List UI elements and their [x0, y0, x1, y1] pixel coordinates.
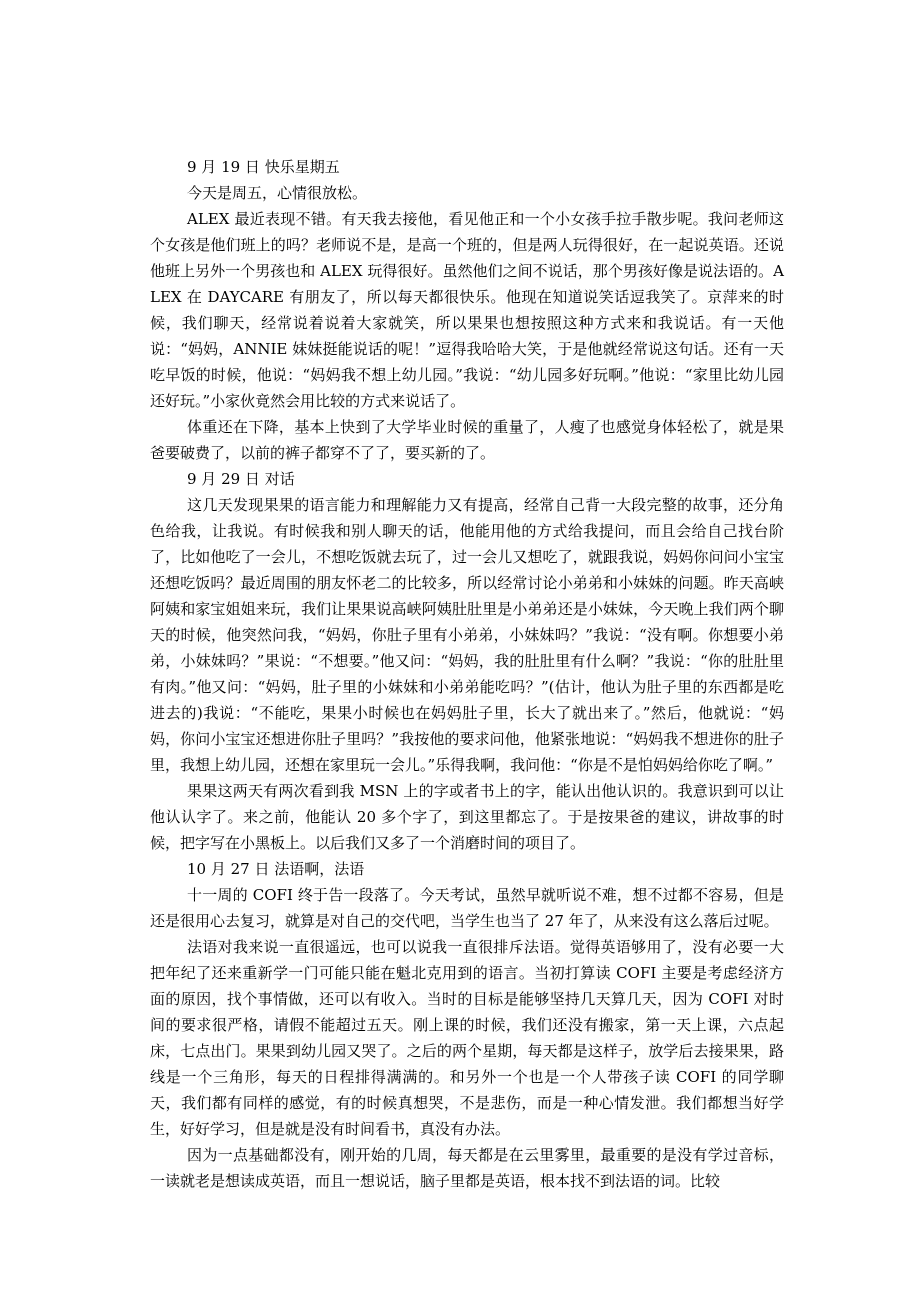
- entry-heading-sep-19: 9 月 19 日 快乐星期五: [187, 158, 340, 176]
- paragraph: 今天是周五，心情很放松。: [187, 184, 368, 202]
- entry-heading-sep-29: 9 月 29 日 对话: [187, 470, 295, 488]
- paragraph: 这几天发现果果的语言能力和理解能力又有提高，经常自己背一大段完整的故事，还分角色给我，让我说。有时候我和别人聊天的话，他能用他的方式给我提问，而且会给自己找台阶了，比如他吃了一会儿，不想吃饭就去玩了，过一会儿又想吃了，就跟我说，妈妈你问问小宝宝还想吃饭吗？最近周围的朋友怀老二的比较多，所以经常讨论小弟弟和小妹妹的问题。昨天高峡阿姨和家宝姐姐来玩，我们让果果说高峡阿姨肚肚里是小弟弟还是小妹妹，今天晚上我们两个聊天的时候，他突然问我，“妈妈，你肚子里有小弟弟，小妹妹吗？”我说：“没有啊。你想要小弟弟，小妹妹吗？”果说：“不想要。”他又问：“妈妈，我的肚肚里有什么啊？”我说：“你的肚肚里有肉。”他又问：“妈妈，肚子里的小妹妹和小弟弟能吃吗？”(估计，他认为肚子里的东西都是吃进去的)我说：“不能吃，果果小时候也在妈妈肚子里，长大了就出来了。”然后，他就说：“妈妈，你问小宝宝还想进你肚子里吗？”我按他的要求问他，他紧张地说：“妈妈我不想进你的肚子里，我想上幼儿园，还想在家里玩一会儿。”乐得我啊，我问他：“你是不是怕妈妈给你吃了啊。”: [150, 496, 784, 774]
- paragraph: 体重还在下降，基本上快到了大学毕业时候的重量了，人瘦了也感觉身体轻松了，就是果爸要破费了，以前的裤子都穿不了了，要买新的了。: [150, 418, 784, 462]
- paragraph: 果果这两天有两次看到我 MSN 上的字或者书上的字，能认出他认识的。我意识到可以让他认认字了。来之前，他能认 20 多个字了，到这里都忘了。于是按果爸的建议，讲故事的时候，把字写在小黑板上。以后我们又多了一个消磨时间的项目了。: [150, 782, 784, 852]
- paragraph: 因为一点基础都没有，刚开始的几周，每天都是在云里雾里，最重要的是没有学过音标，一读就老是想读成英语，而且一想说话，脑子里都是英语，根本找不到法语的词。比较: [150, 1146, 784, 1190]
- paragraph: 十一周的 COFI 终于告一段落了。今天考试，虽然早就听说不难，想不过都不容易，但是还是很用心去复习，就算是对自己的交代吧，当学生也当了 27 年了，从来没有这么落后过呢。: [150, 886, 784, 930]
- paragraph: ALEX 最近表现不错。有天我去接他，看见他正和一个小女孩手拉手散步呢。我问老师这个女孩是他们班上的吗？老师说不是，是高一个班的，但是两人玩得很好，在一起说英语。还说他班上另外一个男孩也和 ALEX 玩得很好。虽然他们之间不说话，那个男孩好像是说法语的。ALEX 在 DAYCARE 有朋友了，所以每天都很快乐。他现在知道说笑话逗我笑了。京萍来的时候，我们聊天，经常说着说着大家就笑，所以果果也想按照这种方式来和我说话。有一天他说：“妈妈，ANNIE 妹妹挺能说话的呢！”逗得我哈哈大笑，于是他就经常说这句话。还有一天吃早饭的时候，他说：“妈妈我不想上幼儿园。”我说：“幼儿园多好玩啊。”他说：“家里比幼儿园还好玩。”小家伙竟然会用比较的方式来说话了。: [150, 210, 784, 410]
- paragraph: 法语对我来说一直很遥远，也可以说我一直很排斥法语。觉得英语够用了，没有必要一大把年纪了还来重新学一门可能只能在魁北克用到的语言。当初打算读 COFI 主要是考虑经济方面的原因，找个事情做，还可以有收入。当时的目标是能够坚持几天算几天，因为 COFI 对时间的要求很严格，请假不能超过五天。刚上课的时候，我们还没有搬家，第一天上课，六点起床，七点出门。果果到幼儿园又哭了。之后的两个星期，每天都是这样子，放学后去接果果，路线是一个三角形，每天的日程排得满满的。和另外一个也是一个人带孩子读 COFI 的同学聊天，我们都有同样的感觉，有的时候真想哭，不是悲伤，而是一种心情发泄。我们都想当好学生，好好学习，但是就是没有时间看书，真没有办法。: [150, 938, 784, 1138]
- document-body: [150, 154, 784, 1194]
- entry-heading-oct-27: 10 月 27 日 法语啊，法语: [187, 860, 365, 878]
